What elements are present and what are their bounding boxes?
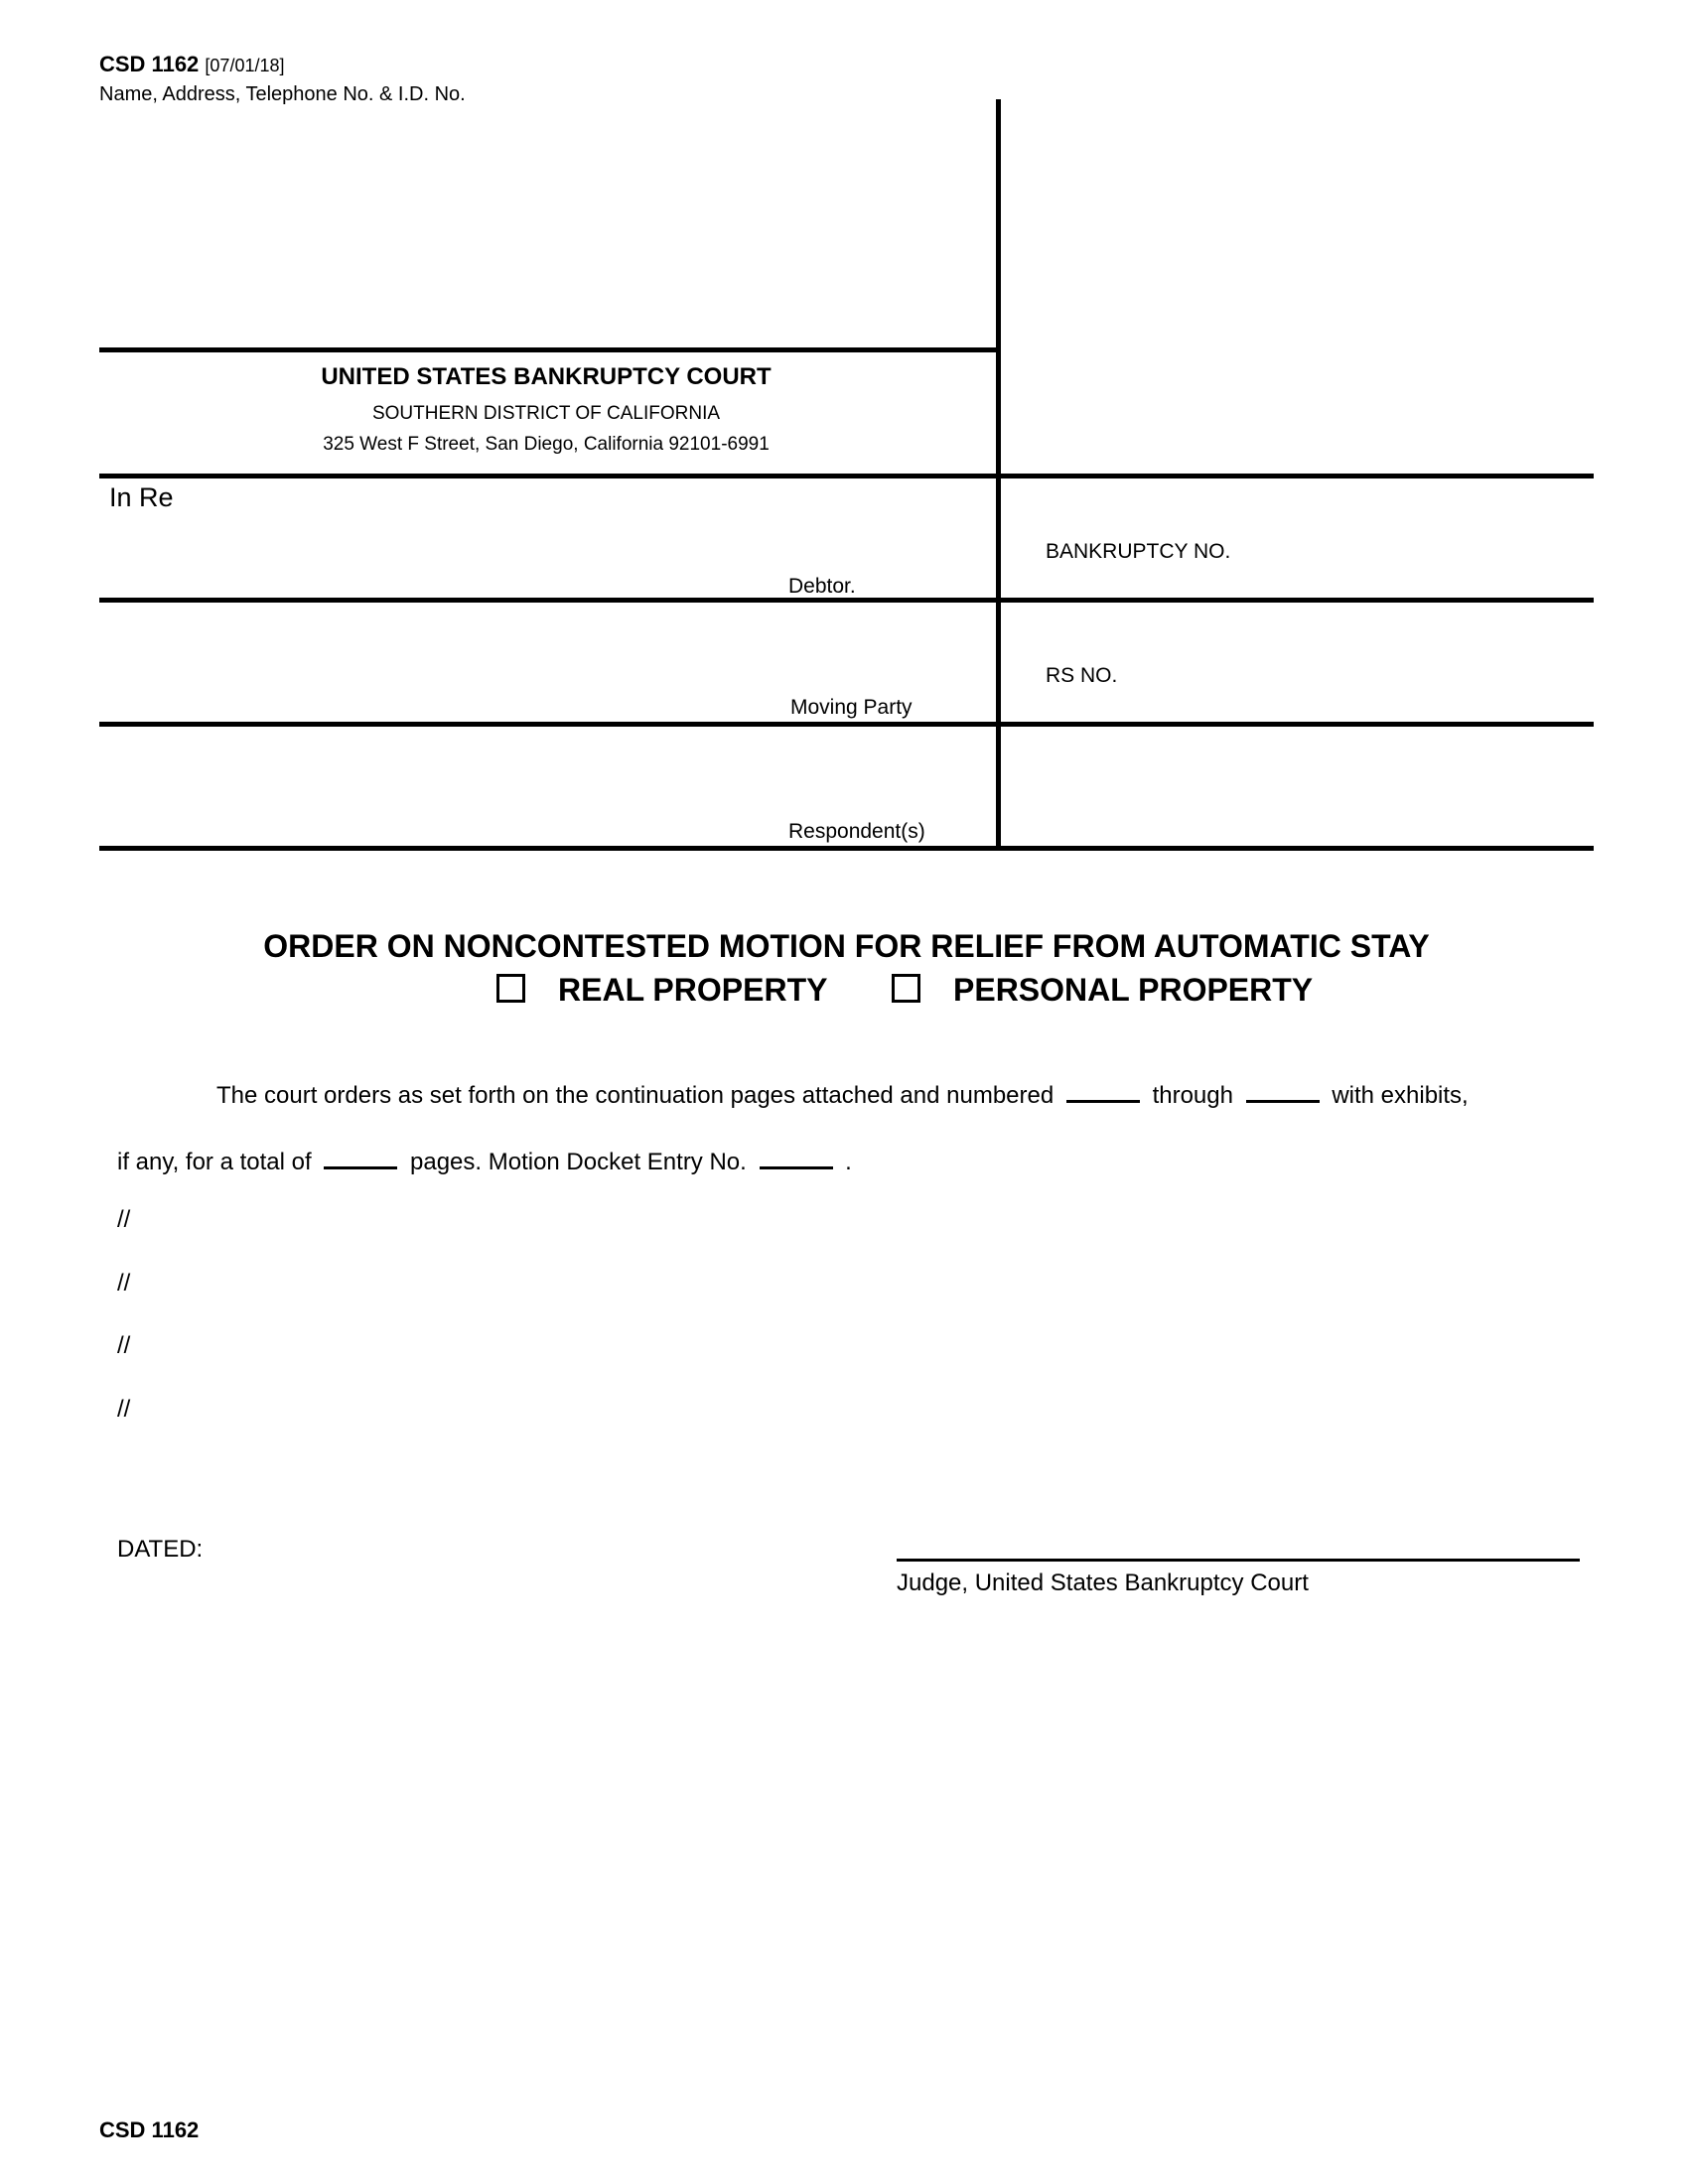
personal-property-checkbox[interactable] [892,974,920,1003]
bankruptcy-no-label: BANKRUPTCY NO. [1046,540,1231,563]
order-line-2-text-b: pages. Motion Docket Entry No. [410,1149,747,1175]
caption-line-moving-party [99,722,1594,727]
caption-line-court [99,347,996,352]
respondents-label: Respondent(s) [788,820,925,843]
order-line-2-text-a: if any, for a total of [117,1149,312,1175]
order-line-1 [216,1084,1469,1108]
debtor-label: Debtor. [788,575,856,598]
rs-no-label: RS NO. [1046,664,1118,687]
order-line-1-text-b: through [1152,1082,1233,1109]
caption-line-respondents [99,846,1594,851]
judge-signature-line[interactable] [897,1559,1580,1562]
moving-party-label: Moving Party [790,696,913,719]
form-revision-date: [07/01/18] [205,56,285,75]
start-page-blank[interactable] [1066,1099,1140,1103]
court-address: 325 West F Street, San Diego, California 92101-6991 [323,434,770,455]
personal-property-label: PERSONAL PROPERTY [953,972,1314,1008]
name-address-label: Name, Address, Telephone No. & I.D. No. [99,83,466,105]
form-id [99,54,285,75]
order-line-1-text-c: with exhibits, [1332,1082,1469,1109]
end-page-blank[interactable] [1246,1099,1320,1103]
dated-label: DATED: [117,1536,204,1563]
order-title: ORDER ON NONCONTESTED MOTION FOR RELIEF FROM AUTOMATIC STAY [263,928,1430,964]
judge-title: Judge, United States Bankruptcy Court [897,1570,1309,1596]
court-district: SOUTHERN DISTRICT OF CALIFORNIA [371,403,721,424]
real-property-checkbox[interactable] [496,974,525,1003]
footer-form-id: CSD 1162 [99,2117,200,2142]
real-property-label: REAL PROPERTY [558,972,828,1008]
form-number: CSD 1162 [99,52,200,76]
continuation-slash-2: // [117,1270,131,1297]
order-line-2-text-c: . [845,1149,852,1175]
continuation-slash-4: // [117,1396,131,1423]
court-title: UNITED STATES BANKRUPTCY COURT [321,363,772,390]
caption-line-debtor [99,598,1594,603]
court-heading [99,363,993,456]
total-pages-blank[interactable] [324,1165,397,1169]
order-line-1-text-a: The court orders as set forth on the continuation pages attached and numbered [216,1082,1055,1109]
caption-line-inre [99,474,1594,478]
in-re-label: In Re [109,482,174,512]
continuation-slash-1: // [117,1206,131,1233]
order-line-2 [117,1151,852,1174]
docket-entry-blank[interactable] [760,1165,833,1169]
continuation-slash-3: // [117,1332,131,1359]
